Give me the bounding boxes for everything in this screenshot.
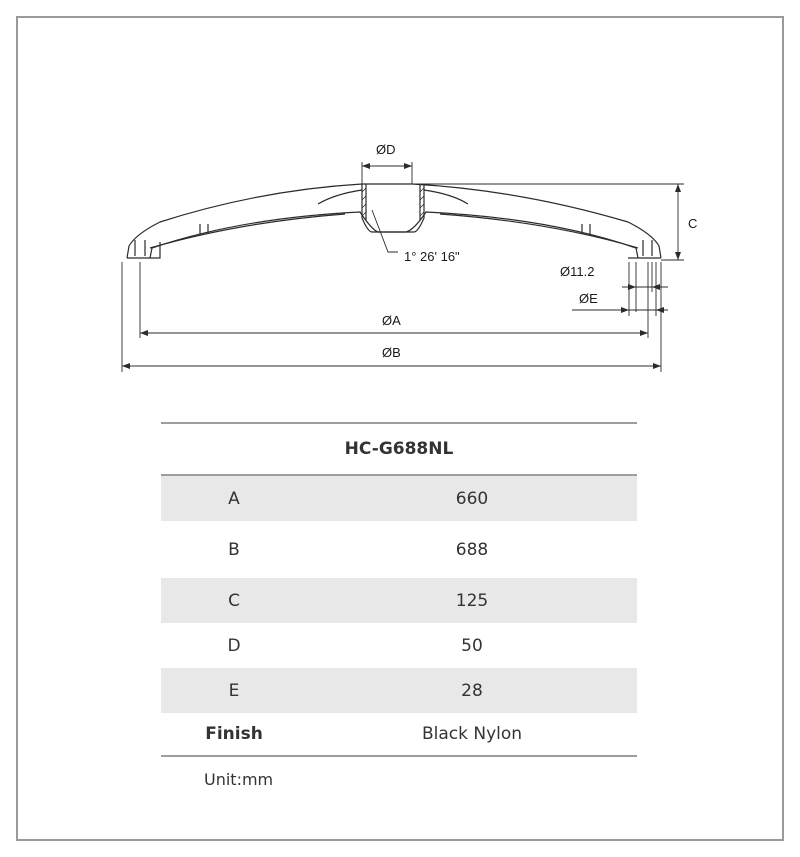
handle-outline [127, 184, 661, 258]
table-row-e [161, 668, 637, 713]
label-dim-c: C [688, 216, 698, 231]
row-key: D [227, 635, 241, 656]
row-value: 50 [461, 635, 483, 656]
row-key: A [228, 488, 240, 509]
label-dia-hole: Ø11.2 [560, 264, 595, 279]
row-value: Black Nylon [421, 724, 523, 744]
row-key: C [228, 590, 240, 611]
dimension-arrows [122, 163, 681, 369]
dimension-lines [122, 162, 684, 372]
section-hatch [362, 188, 424, 216]
row-key: E [228, 680, 240, 701]
technical-drawing [0, 0, 800, 420]
row-value: 660 [455, 488, 489, 509]
row-key: Finish [205, 724, 263, 744]
table-row-d [161, 623, 637, 668]
label-dia-d: ØD [376, 142, 396, 157]
spec-table [161, 422, 637, 757]
label-angle: 1° 26' 16" [404, 249, 460, 264]
table-row-finish [161, 713, 637, 757]
table-row-b [161, 521, 637, 578]
model-name: HC-G688NL [161, 422, 637, 476]
unit-note: Unit:mm [204, 770, 274, 789]
row-key: B [228, 539, 240, 560]
label-dia-b: ØB [382, 345, 401, 360]
row-value: 28 [461, 680, 483, 701]
table-row-c [161, 578, 637, 623]
row-value: 688 [455, 539, 489, 560]
table-row-a [161, 476, 637, 521]
row-value: 125 [455, 590, 489, 611]
label-dia-a: ØA [382, 313, 401, 328]
label-dia-e: ØE [579, 291, 598, 306]
